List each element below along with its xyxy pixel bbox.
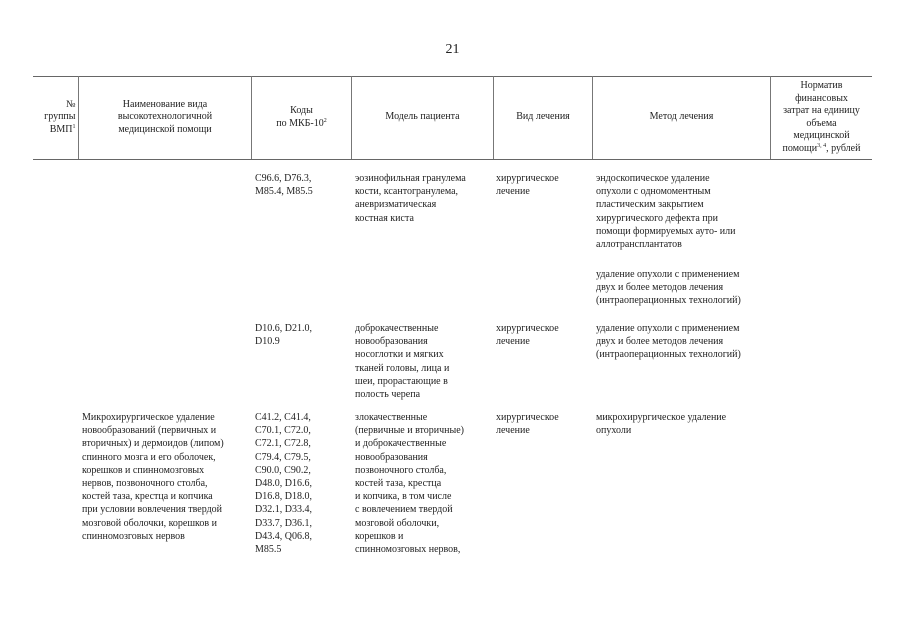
row3-codes: C41.2, C41.4, C70.1, C72.0, C72.1, C72.8, C79.4, C79.5, C90.0, C90.2, D48.0, D16.6, D16.8, D18.0, D32.1, D33.4, D33.7, D36.1, D43.4, Q06.8, M85.5 <box>255 412 312 556</box>
row2-treatment-type: хирургическое лечение <box>496 323 559 348</box>
header-treatment-type-text: Вид лечения <box>516 111 570 123</box>
header-care-type <box>79 76 251 159</box>
row1-treatment-type: хирургическое лечение <box>496 173 559 198</box>
header-cost-norm <box>771 76 872 159</box>
page-number: 21 <box>445 42 460 57</box>
row1-method-2: удаление опухоли с применением двух и более методов лечения (интраоперационных технологий) <box>596 269 741 307</box>
header-cost-norm-text: Норматив финансовых затрат на единицу объема медицинской помощи <box>782 80 860 154</box>
footnote-2: 2 <box>323 117 327 124</box>
row3-method-1: микрохирургическое удаление опухоли <box>596 412 727 437</box>
header-treatment-method <box>593 76 770 159</box>
header-patient-model-text: Модель пациента <box>385 111 460 123</box>
header-icd-codes <box>252 76 351 159</box>
row2-codes: D10.6, D21.0, D10.9 <box>255 323 312 348</box>
row3-care-type: Микрохирургическое удаление новообразований (первичных и вторичных) и дермоидов (липом) спинного мозга и его оболочек, корешков и спинномозговых нервов, позвоночного столба, костей таза, крестца и копчика при условии вовлечения твердой мозговой оболочки, корешков и спинномозговых нервов <box>82 412 224 542</box>
footnote-1: 1 <box>72 123 76 130</box>
table-header-bottom-rule <box>33 159 872 160</box>
row3-treatment-type: хирургическое лечение <box>496 412 559 437</box>
header-care-type-text: Наименование вида высокотехнологичной медицинской помощи <box>117 98 213 135</box>
header-icd-codes-text: Коды по МКБ-10 <box>276 105 324 129</box>
row1-method-1: эндоскопическое удаление опухоли с одномоментным пластическим закрытием хирургического дефекта при помощи формируемых ауто- или аллотрансплантатов <box>596 173 736 251</box>
row2-patient-model: доброкачественные новообразования носоглотки и мягких тканей головы, лица и шеи, прорастающие в полость черепа <box>355 323 450 401</box>
row1-patient-model: эозинофильная гранулема кости, ксантогранулема, аневризматическая костная киста <box>355 173 466 224</box>
header-patient-model <box>352 76 493 159</box>
header-group-number-text: № группы ВМП <box>44 98 76 135</box>
header-group-number <box>33 76 78 159</box>
footnote-3-4: 3, 4 <box>817 142 827 149</box>
header-cost-norm-unit: , рублей <box>826 142 861 154</box>
header-treatment-method-text: Метод лечения <box>649 111 714 123</box>
header-treatment-type <box>494 76 592 159</box>
row1-codes: C96.6, D76.3, M85.4, M85.5 <box>255 173 313 198</box>
row2-method-1: удаление опухоли с применением двух и более методов лечения (интраоперационных технологий) <box>596 323 741 361</box>
row3-patient-model: злокачественные (первичные и вторичные) и доброкачественные новообразования позвоночного столба, костей таза, крестца и копчика, в том числе с вовлечением твердой мозговой оболочки, корешков и спинномозговых нервов, <box>355 412 465 556</box>
